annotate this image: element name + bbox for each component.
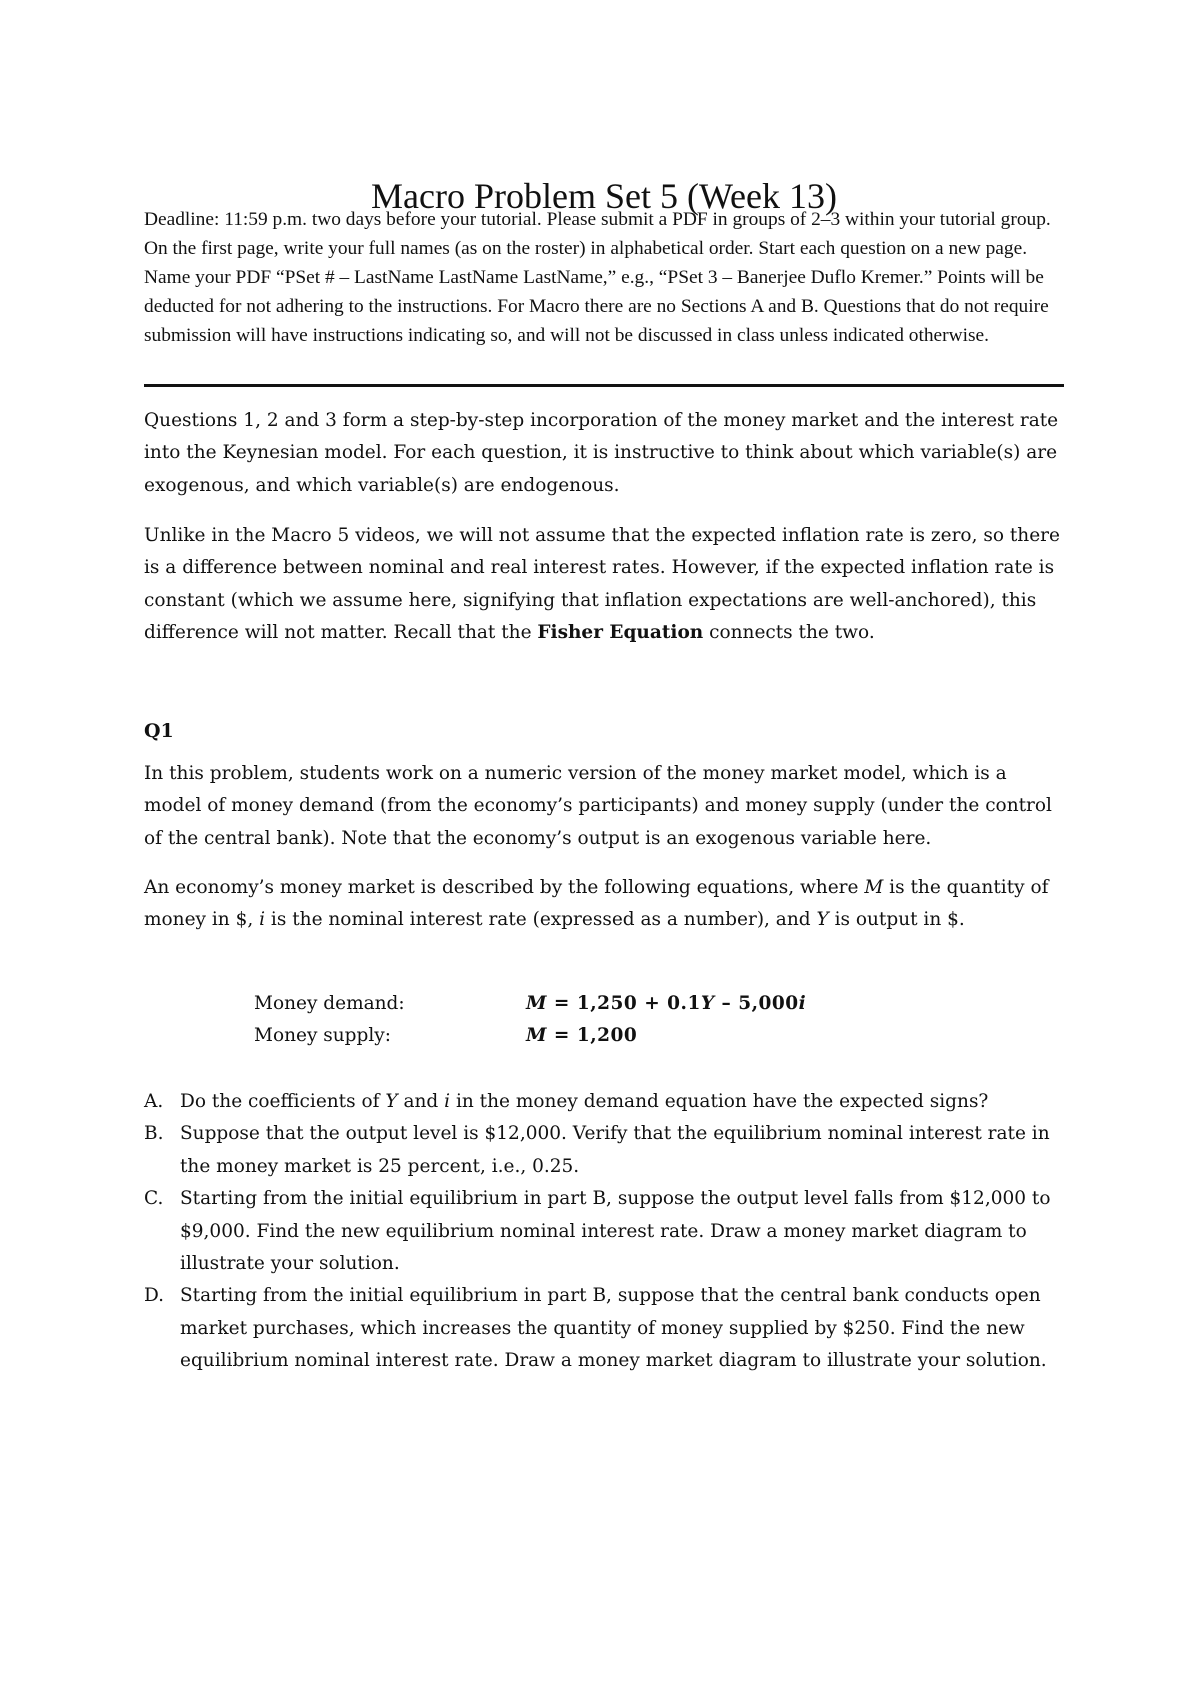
eq-rhs: = 1,250 + 0.1 — [546, 993, 701, 1014]
money-demand-equation — [526, 988, 806, 1020]
part-letter: B. — [144, 1123, 164, 1145]
eq-lhs: M — [526, 993, 547, 1014]
part-text-segment: in the money demand equation have the expected signs? — [450, 1091, 989, 1112]
var-i: i — [259, 909, 266, 931]
intro-paragraph-2-end: connects the two. — [703, 622, 875, 644]
part-text: Starting from the initial equilibrium in part B, suppose that the central bank conducts open market purchases, which increases the quantity of money supplied by $250. Find the new equilibrium nominal interest rate. Draw a money market diagram to illustrate your solution. — [180, 1285, 1047, 1372]
setup-text: is the quantity of money in $, — [144, 877, 1049, 931]
intro-paragraph-2-text: Unlike in the Macro 5 videos, we will not assume that the expected inflation rate is zero, so there is a difference between nominal and real interest rates. However, if the expected inflation rate is constant (which we assume here, signifying that inflation expectations are well-anchored), this difference will not matter. Recall that the — [144, 525, 1060, 644]
eq-lhs: M — [526, 1025, 547, 1046]
fisher-equation-term: Fisher Equation — [537, 622, 704, 644]
part-letter: C. — [144, 1188, 164, 1210]
eq-rhs: = 1,200 — [546, 1025, 638, 1046]
eq-var: i — [798, 993, 807, 1014]
q1-setup — [144, 872, 1064, 937]
var-m: M — [864, 877, 884, 898]
page-title: Macro Problem Set 5 (Week 13) — [371, 176, 837, 217]
var-y: Y — [816, 909, 829, 931]
q1-description: In this problem, students work on a numeric version of the money market model, which is a model of money demand (from the economy’s participants) and money supply (under the control of the central bank). Note that the economy’s output is an exogenous variable here. — [144, 763, 1052, 849]
part-text: Suppose that the output level is $12,000. Verify that the equilibrium nominal interest rate in the money market is 25 percent, i.e., 0.25. — [180, 1123, 1050, 1177]
question-part-c — [144, 1183, 1064, 1280]
question-parts-list — [144, 1086, 1064, 1378]
part-text-segment: and — [397, 1091, 445, 1112]
money-supply-equation — [526, 1020, 637, 1052]
money-supply-row — [254, 1020, 806, 1052]
question-part-a — [144, 1086, 1064, 1118]
question-heading-q1: Q1 — [144, 720, 174, 742]
setup-text: An economy’s money market is described by the following equations, where — [144, 877, 865, 898]
equation-label: Money demand: — [254, 993, 405, 1014]
setup-text: is output in $. — [828, 909, 965, 931]
var-y: Y — [385, 1091, 398, 1112]
intro-paragraph-2 — [144, 520, 1064, 650]
money-demand-row — [254, 988, 806, 1020]
setup-text: is the nominal interest rate (expressed as a number), and — [265, 909, 817, 931]
equations-table — [254, 988, 806, 1052]
equation-label: Money supply: — [254, 1025, 391, 1046]
var-i: i — [444, 1091, 451, 1112]
part-letter: A. — [144, 1091, 164, 1112]
part-text-segment: Do the coefficients of — [180, 1091, 386, 1112]
question-part-d — [144, 1280, 1064, 1377]
part-text: Starting from the initial equilibrium in part B, suppose the output level falls from $12,000 to $9,000. Find the new equilibrium nominal interest rate. Draw a money market diagram to illustrate your solution. — [180, 1188, 1051, 1275]
header-divider — [144, 384, 1064, 387]
part-letter: D. — [144, 1285, 165, 1307]
question-part-b — [144, 1118, 1064, 1183]
submission-instructions: Deadline: 11:59 p.m. two days before your tutorial. Please submit a PDF in groups of 2–3 within your tutorial group. On the first page, write your full names (as on the roster) in alphabetical order. Start each question on a new page. Name your PDF “PSet # – LastName LastName LastName,” e.g., “PSet 3 – Banerjee Duflo Kremer.” Points will be deducted for not adhering to the instructions. For Macro there are no Sections A and B. Questions that do not require submission will have instructions indicating so, and will not be discussed in class unless indicated otherwise. — [144, 209, 1051, 346]
eq-var: Y — [700, 993, 715, 1014]
part-text — [180, 1086, 1064, 1118]
eq-rhs: – 5,000 — [714, 993, 799, 1014]
intro-paragraph-1: Questions 1, 2 and 3 form a step-by-step incorporation of the money market and the interest rate into the Keynesian model. For each question, it is instructive to think about which variable(s) are exogenous, and which variable(s) are endogenous. — [144, 410, 1059, 496]
